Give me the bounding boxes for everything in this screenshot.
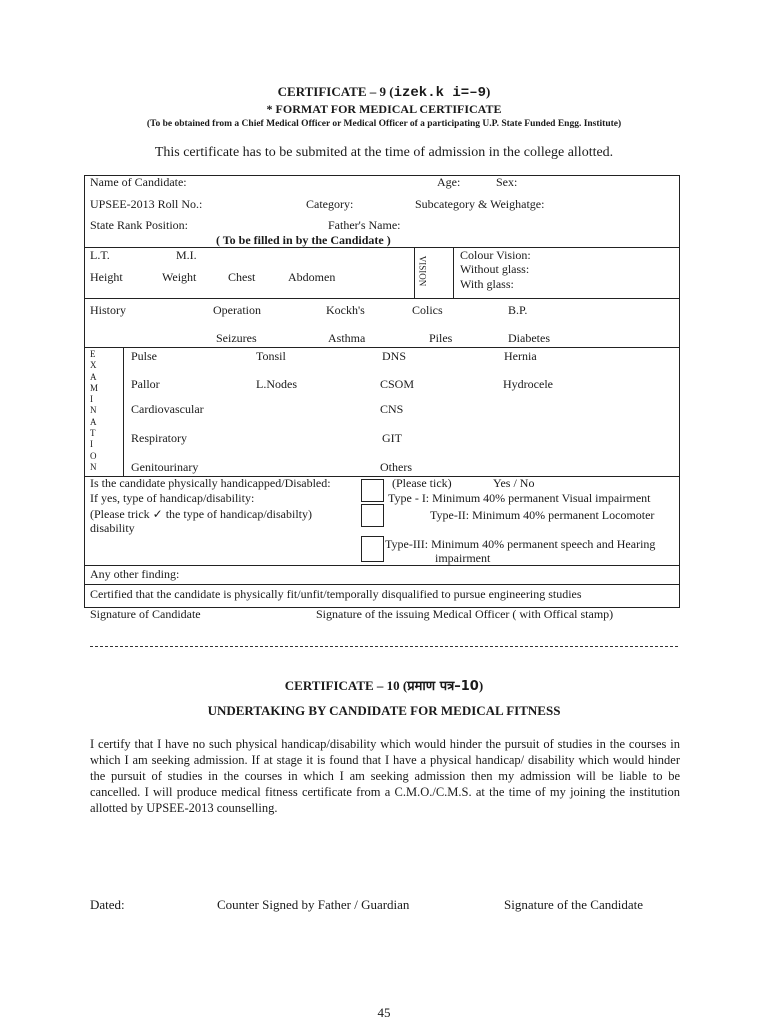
category-label: Category: (306, 197, 354, 211)
colics-label: Colics (412, 303, 443, 317)
signature-of-candidate-label: Signature of Candidate (90, 607, 201, 621)
type2-label: Type-II: Minimum 40% permanent Locomoter (430, 508, 655, 522)
age-label: Age: (437, 175, 461, 189)
cert9-title-suffix: ) (486, 84, 491, 99)
disability-label: disability (90, 521, 135, 535)
fathers-name-label: Father's Name: (328, 218, 401, 232)
examination-side-label: E X A M I N A T I O N (90, 349, 99, 472)
subcategory-label: Subcategory & Weighatge: (415, 197, 545, 211)
pallor-label: Pallor (131, 377, 160, 391)
type1-checkbox[interactable] (361, 479, 384, 502)
with-glass-label: With glass: (460, 277, 514, 291)
dated-label: Dated: (90, 897, 125, 912)
operation-label: Operation (213, 303, 261, 317)
seizures-label: Seizures (216, 331, 257, 345)
handicap-question: Is the candidate physically handicapped/Disabled: (90, 476, 331, 490)
type3-checkbox[interactable] (361, 536, 384, 562)
submit-note: This certificate has to be submited at the time of admission in the college allotted. (154, 145, 614, 160)
others-label: Others (380, 460, 412, 474)
csom-label: CSOM (380, 377, 415, 391)
cert10-title-hindi: प्रमाण पत्र–10 (407, 679, 479, 694)
weight-label: Weight (162, 270, 197, 284)
kockhs-label: Kockh's (326, 303, 365, 317)
undertaking-paragraph: I certify that I have no such physical handicap/disability which would hinder the pursuit of studies in the courses in which I am seeking admission. If at stage it is found that I have a physical handicap/ disability which would hinder the pursuit of studies in the courses in which I am seeking admission then my admission will be liable to be cancelled. I will produce medical fitness certificate from a C.M.O./C.M.S. at the time of my joining the institution allotted by UPSEE-2013 counselling. (90, 737, 680, 815)
colour-vision-label: Colour Vision: (460, 248, 531, 262)
height-label: Height (90, 270, 123, 284)
state-rank-label: State Rank Position: (90, 218, 189, 232)
check-mark-icon: ✓ (152, 507, 163, 521)
hydrocele-label: Hydrocele (503, 377, 553, 391)
asthma-label: Asthma (328, 331, 366, 345)
type1-label: Type - I: Minimum 40% permanent Visual impairment (388, 491, 651, 505)
respiratory-label: Respiratory (131, 431, 187, 445)
sex-label: Sex: (496, 175, 518, 189)
tonsil-label: Tonsil (256, 349, 286, 363)
certified-statement: Certified that the candidate is physically fit/unfit/temporally disqualified to pursue engineering studies (90, 587, 582, 601)
cert9-title (0, 84, 768, 101)
pulse-label: Pulse (131, 349, 158, 363)
name-of-candidate-label: Name of Candidate: (90, 175, 187, 189)
type3-label-line2: impairment (435, 551, 491, 565)
history-label: History (90, 303, 126, 317)
vision-label: VISION (417, 255, 428, 287)
filled-by-candidate-note: ( To be filled in by the Candidate ) (216, 233, 391, 247)
obtain-note: (To be obtained from a Chief Medical Officer or Medical Officer of a participating U.P. State Funded Engg. Institute) (146, 119, 622, 129)
piles-label: Piles (429, 331, 453, 345)
cns-label: CNS (380, 402, 404, 416)
roll-no-label: UPSEE-2013 Roll No.: (90, 197, 203, 211)
cert9-title-hindi: izek.k i=–9 (393, 85, 487, 101)
type3-label-line1: Type-III: Minimum 40% permanent speech and Hearing (385, 537, 656, 551)
signature-of-the-candidate-label: Signature of the Candidate (504, 897, 643, 912)
page-number: 45 (377, 1005, 391, 1020)
please-tick-note: (Please tick) (392, 476, 452, 490)
cut-line-separator (90, 646, 678, 647)
please-trick-note: (Please trick ✓ the type of handicap/disabilty) (90, 507, 313, 521)
undertaking-title: UNDERTAKING BY CANDIDATE FOR MEDICAL FITNESS (207, 703, 561, 718)
bp-label: B.P. (508, 303, 528, 317)
format-title: * FORMAT FOR MEDICAL CERTIFICATE (266, 102, 502, 116)
without-glass-label: Without glass: (460, 262, 530, 276)
cert9-title-prefix: CERTIFICATE – 9 ( (277, 84, 394, 99)
type2-checkbox[interactable] (361, 504, 384, 527)
mi-label: M.I. (176, 248, 197, 262)
cardiovascular-label: Cardiovascular (131, 402, 204, 416)
yes-no-label: Yes / No (493, 476, 535, 490)
counter-signed-label: Counter Signed by Father / Guardian (217, 897, 410, 912)
hernia-label: Hernia (504, 349, 537, 363)
lt-label: L.T. (90, 248, 110, 262)
cert10-title: CERTIFICATE – 10 (प्रमाण पत्र–10) (284, 678, 484, 694)
if-yes-label: If yes, type of handicap/disability: (90, 491, 255, 505)
any-other-finding-label: Any other finding: (90, 567, 180, 581)
genitourinary-label: Genitourinary (131, 460, 199, 474)
abdomen-label: Abdomen (288, 270, 336, 284)
git-label: GIT (382, 431, 402, 445)
dns-label: DNS (382, 349, 407, 363)
lnodes-label: L.Nodes (256, 377, 297, 391)
chest-label: Chest (228, 270, 256, 284)
signature-medical-officer-label: Signature of the issuing Medical Officer ( with Offical stamp) (316, 607, 614, 621)
diabetes-label: Diabetes (508, 331, 550, 345)
